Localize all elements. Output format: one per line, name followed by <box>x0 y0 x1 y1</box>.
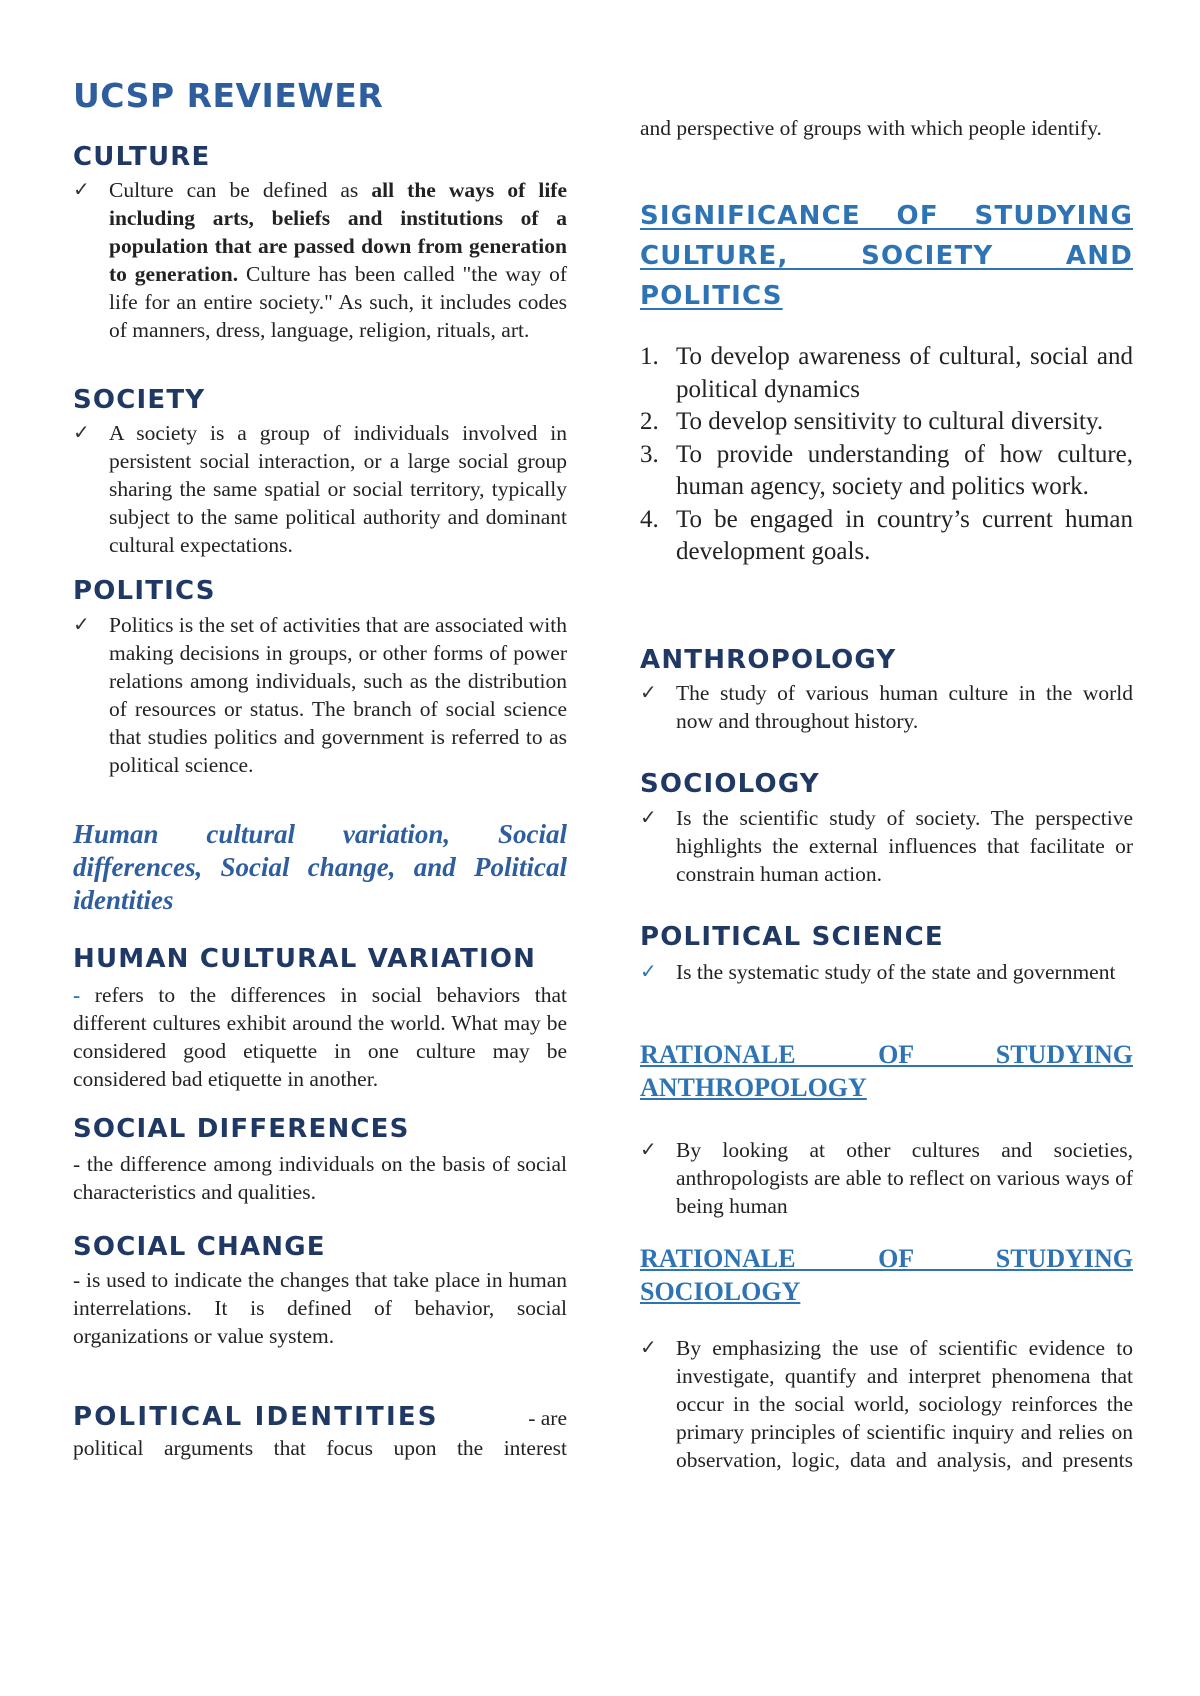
significance-heading: SIGNIFICANCE OF STUDYING CULTURE, SOCIETY AND POLITICS <box>640 201 1133 311</box>
sociology-definition: ✓ Is the scientific study of society. The perspective highlights the external influences that facilitate or constrain human action. <box>640 806 1133 886</box>
politics-heading: POLITICS <box>73 576 216 606</box>
check-icon: ✓ <box>73 179 90 201</box>
society-definition: ✓ A society is a group of individuals involved in persistent social interaction, or a large social group sharing the same spatial or social territory, typically subject to the same political authority and dominant cultural expectations. <box>73 421 567 557</box>
check-icon: ✓ <box>640 1139 657 1161</box>
list-item: 1. To develop awareness of cultural, social and political dynamics <box>640 343 1133 403</box>
hcv-heading: HUMAN CULTURAL VARIATION <box>73 944 537 974</box>
social-change-definition: - is used to indicate the changes that take place in human interrelations. It is defined of behavior, social organizations or value system. <box>73 1268 567 1348</box>
list-item: 3. To provide understanding of how culture, human agency, society and politics work. <box>640 440 1133 500</box>
culture-heading: CULTURE <box>73 142 211 172</box>
political-identities-continuation: and perspective of groups with which people identify. <box>640 116 1102 140</box>
topics-italic-heading: Human cultural variation, Social differences, Social change, and Political identities <box>73 819 567 915</box>
rationale-sociology-heading: RATIONALE OF STUDYING SOCIOLOGY <box>640 1244 1133 1306</box>
anthropology-heading: ANTHROPOLOGY <box>640 645 897 675</box>
society-heading: SOCIETY <box>73 385 206 415</box>
list-item: 2. To develop sensitivity to cultural diversity. <box>640 408 1104 435</box>
list-item: 4. To be engaged in country’s current human development goals. <box>640 505 1133 565</box>
rationale-sociology-text: ✓ By emphasizing the use of scientific evidence to investigate, quantify and interpret phenomena that occur in the social world, sociology reinforces the primary principles of scientific inquiry and relies on observation, logic, data and analysis, and presents <box>640 1336 1133 1472</box>
culture-definition: ✓ Culture can be defined as all the ways of life including arts, beliefs and institutions of a population that are passed down from generation to generation. Culture has been called "the way of life for an entire society." As such, it includes codes of manners, dress, language, religion, rituals, art. <box>73 178 568 342</box>
check-icon: ✓ <box>640 807 657 829</box>
significance-list <box>640 341 1133 569</box>
social-differences-heading: SOCIAL DIFFERENCES <box>73 1114 410 1144</box>
check-icon: ✓ <box>640 961 657 983</box>
hcv-definition: - refers to the differences in social behaviors that different cultures exhibit around the world. What may be considered good etiquette in one culture may be considered bad etiquette in another. <box>73 983 567 1091</box>
political-science-definition: ✓ Is the systematic study of the state and government <box>640 960 1116 984</box>
political-identities-line <box>73 1402 567 1436</box>
check-icon: ✓ <box>73 422 90 444</box>
political-science-heading: POLITICAL SCIENCE <box>640 922 944 952</box>
rationale-anthropology-text: ✓ By looking at other cultures and societies, anthropologists are able to reflect on various ways of being human <box>640 1138 1133 1218</box>
political-identities-definition: political arguments that focus upon the interest <box>73 1436 567 1460</box>
check-icon: ✓ <box>73 614 90 636</box>
political-identities-dash: - are <box>528 1406 567 1430</box>
sociology-heading: SOCIOLOGY <box>640 769 820 799</box>
rationale-anthropology-heading: RATIONALE OF STUDYING ANTHROPOLOGY <box>640 1040 1133 1102</box>
check-icon: ✓ <box>640 682 657 704</box>
political-identities-heading: POLITICAL IDENTITIES <box>73 1402 439 1432</box>
anthropology-definition: ✓ The study of various human culture in the world now and throughout history. <box>640 681 1133 733</box>
politics-definition: ✓ Politics is the set of activities that are associated with making decisions in groups, or other forms of power relations among individuals, such as the distribution of resources or status. The branch of social science that studies politics and government is referred to as political science. <box>73 613 567 777</box>
document-title: UCSP REVIEWER <box>73 76 384 115</box>
social-change-heading: SOCIAL CHANGE <box>73 1232 326 1262</box>
social-differences-definition: - the difference among individuals on the basis of social characteristics and qualities. <box>73 1152 567 1204</box>
check-icon: ✓ <box>640 1337 657 1359</box>
